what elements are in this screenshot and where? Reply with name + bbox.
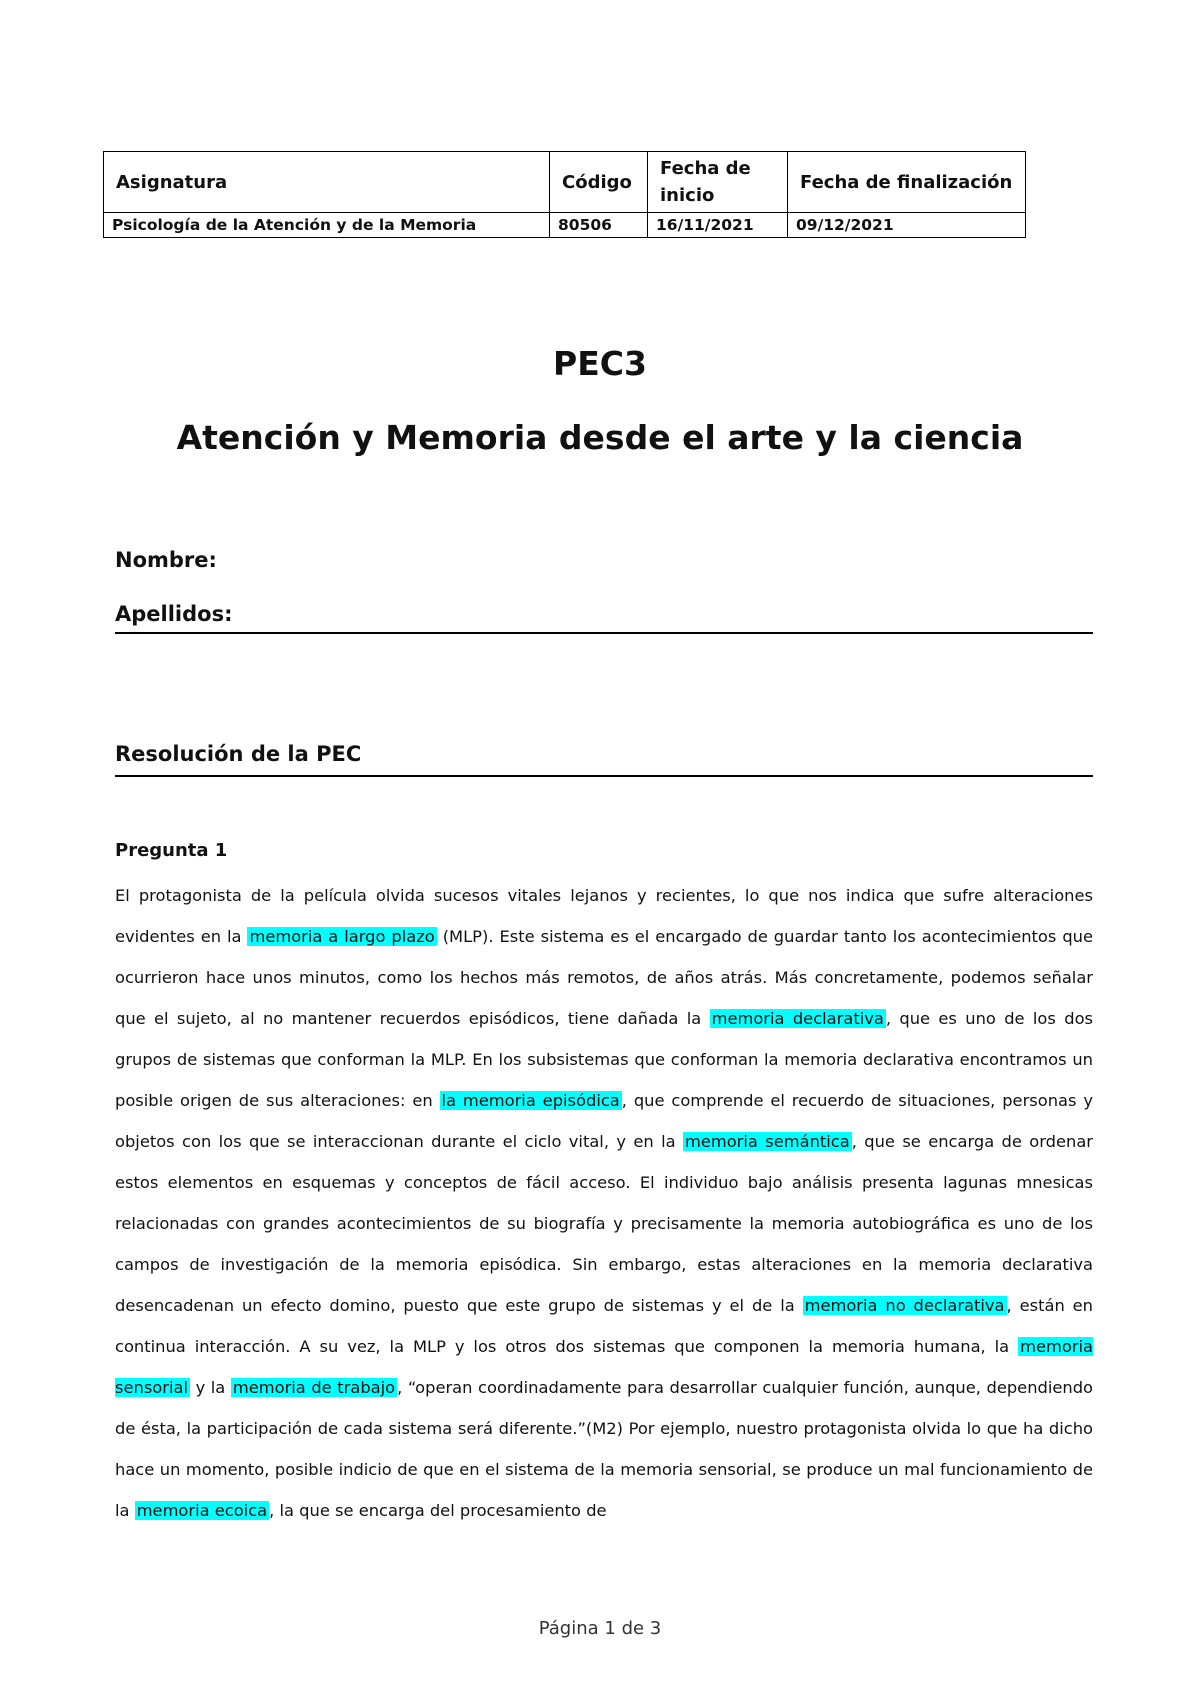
highlighted-term: memoria semántica [684,1132,850,1151]
paragraph-text: , que es uno de los dos grupos de sistemas que conforman la MLP. En los subsistemas que conforman la memoria declarativa encontramos un posible origen de sus alteraciones: en [115,1009,1094,1110]
paragraph-text: , la que se encarga del procesamiento de [269,1501,607,1520]
paragraph-text: , que se encarga de ordenar estos elementos en esquemas y conceptos de fácil acceso. El individuo bajo análisis presenta lagunas mnesicas relacionadas con grandes acontecimientos de su biografía y precisamente la memoria autobiográfica es uno de los campos de investigación de la memoria episódica. Sin embargo, estas alteraciones en la memoria declarativa desencadenan un efecto domino, puesto que este grupo de sistemas y el de la [115,1132,1093,1315]
surname-underline [115,632,1093,634]
highlighted-term: memoria ecoica [136,1501,268,1520]
paragraph-text: , “operan coordinadamente para desarrollar cualquier función, aunque, dependiendo de ésta, la participación de cada sistema será diferente.”(M2) Por ejemplo, nuestro protagonista olvida lo que ha dicho hace un momento, posible indicio de que en el sistema de la memoria sensorial, se produce un mal funcionamiento de la [115,1378,1094,1520]
highlighted-term: memoria de trabajo [232,1378,396,1397]
section-underline [115,775,1093,777]
answer-paragraph [115,875,1093,1531]
page-number: Página 1 de 3 [538,1618,662,1639]
paragraph-text: (MLP). Este sistema es el encargado de guardar tanto los acontecimientos que ocurrieron hace unos minutos, como los hechos más remotos, de años atrás. Más concretamente, podemos señalar que el sujeto, al no mantener recuerdos episódicos, tiene dañada la [115,927,1093,1028]
document-subtitle: Atención y Memoria desde el arte y la ciencia [176,418,1024,457]
highlighted-term: la memoria episódica [441,1091,620,1110]
header-asignatura: Asignatura [104,152,550,213]
table-row [104,213,1026,238]
name-label: Nombre: [115,548,217,572]
header-fecha-inicio: Fecha de inicio [648,152,788,213]
surname-label: Apellidos: [115,602,233,626]
paragraph-text: , están en continua interacción. A su vez, la MLP y los otros dos sistemas que componen la memoria humana, la [115,1296,1093,1356]
paragraph-text: , que comprende el recuerdo de situaciones, personas y objetos con los que se interaccionan durante el ciclo vital, y en la [115,1091,1093,1151]
course-info-table [103,151,1026,238]
highlighted-term: memoria no declarativa [804,1296,1005,1315]
header-codigo: Código [550,152,648,213]
value-fecha-inicio: 16/11/2021 [648,213,788,238]
paragraph-text: y la [189,1378,231,1397]
highlighted-term: memoria a largo plazo [249,927,435,946]
highlighted-term: memoria sensorial [115,1337,1093,1397]
question-heading: Pregunta 1 [115,840,228,861]
table-header-row [104,152,1026,213]
value-codigo: 80506 [550,213,648,238]
header-fecha-finalizacion: Fecha de finalización [788,152,1026,213]
highlighted-term: memoria declarativa [711,1009,884,1028]
document-title: PEC3 [553,344,647,383]
paragraph-text: El protagonista de la película olvida sucesos vitales lejanos y recientes, lo que nos indica que sufre alteraciones evidentes en la [115,886,1093,946]
value-asignatura: Psicología de la Atención y de la Memoria [104,213,550,238]
section-heading: Resolución de la PEC [115,742,362,766]
value-fecha-finalizacion: 09/12/2021 [788,213,1026,238]
